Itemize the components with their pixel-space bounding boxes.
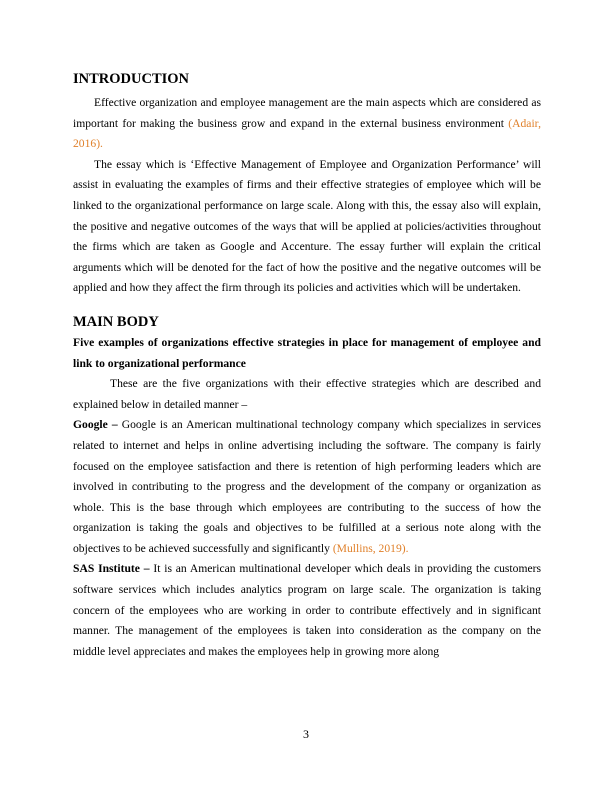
document-page — [73, 68, 541, 662]
google-paragraph — [73, 415, 541, 559]
page-number: 3 — [303, 727, 309, 741]
citation-mullins: (Mullins, 2019). — [332, 541, 409, 555]
intro-paragraph-1 — [73, 93, 541, 155]
intro-paragraph-2: The essay which is ‘Effective Management of Employee and Organization Performance’ will assist in evaluating the examples of firms and their effective strategies of employee which will be linked to the organizational performance on large scale. Along with this, the essay also will explain, the positive and negative outcomes of the ways that will be applied at policies/activities throughout the firms which are taken as Google and Accenture. The essay further will explain the critical arguments which will be denoted for the fact of how the positive and the negative outcomes will be applied and how they affect the firm through its policies and activities which will be undertaken. — [73, 157, 541, 295]
main-intro-paragraph: These are the five organizations with their effective strategies which are described and explained below in detailed manner – — [73, 377, 541, 411]
sas-paragraph — [73, 559, 541, 662]
section-subheading: Five examples of organizations effective strategies in place for management of employee and link to organizational performance — [73, 335, 541, 370]
citation-adair: (Adair, 2016). — [73, 116, 541, 151]
sas-text: It is an American multinational developer which deals in providing the customers software services which includes analytics program on large scale. The organization is taking concern of the employees who are working in order to contribute effectively and in significant manner. The management of the employees is taken into consideration as the company on the middle level appreciates and makes the employees help in growing more along — [73, 562, 541, 658]
sas-label: SAS Institute – — [73, 562, 150, 576]
google-label: Google – — [73, 418, 118, 432]
main-body-heading: MAIN BODY — [73, 313, 159, 330]
google-text: Google is an American multinational technology company which specializes in services related to internet and helps in online advertising including the software. The company is fairly focused on the employee satisfaction and there is retention of high performing leaders which are involved in contributing to the progress and the development of the company or organization as whole. This is the base through which employees are contributing to the success of how the organization is taking the goals and objectives to be fulfilled at a serious note along with the objectives to be achieved successfully and significantly — [73, 418, 541, 555]
introduction-heading: INTRODUCTION — [73, 71, 190, 87]
intro-paragraph-1-text: Effective organization and employee management are the main aspects which are considered as important for making the business grow and expand in the external business environment — [73, 96, 541, 130]
